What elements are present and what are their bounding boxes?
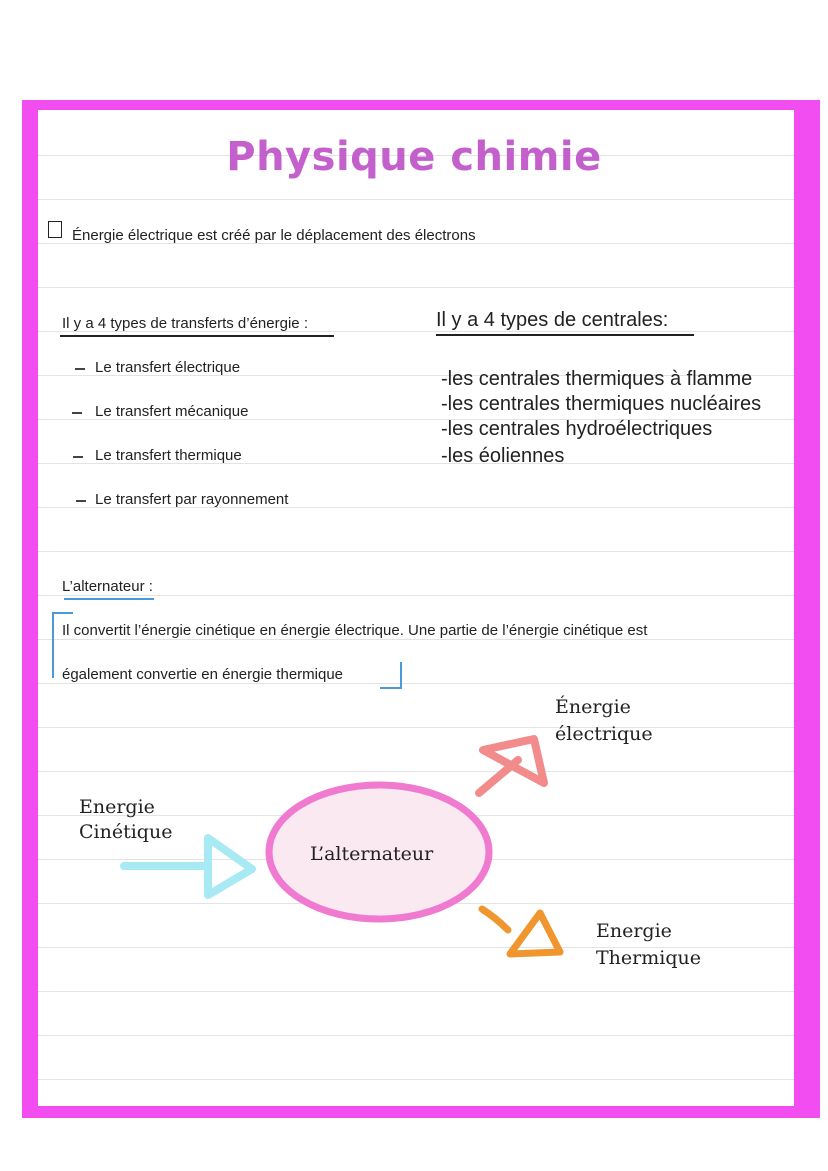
diagram-output-electric-label: Énergie bbox=[555, 696, 631, 718]
diagram-input-label: Energie bbox=[79, 796, 155, 818]
centrales-heading: Il y a 4 types de centrales: bbox=[436, 309, 669, 331]
diagram-input-label: Cinétique bbox=[79, 821, 173, 843]
diagram-output-electric-label: électrique bbox=[555, 723, 653, 745]
transfer-item: Le transfert thermique bbox=[95, 447, 242, 464]
transfers-heading: Il y a 4 types de transferts d’énergie : bbox=[62, 315, 308, 332]
page-title: Physique chimie bbox=[226, 134, 602, 180]
bracket-close-icon bbox=[380, 662, 401, 688]
centrale-item: -les centrales hydroélectriques bbox=[441, 418, 713, 440]
intro-text: Énergie électrique est créé par le déplacement des électrons bbox=[72, 227, 476, 244]
diagram-center-label: L’alternateur bbox=[310, 843, 434, 865]
centrale-item: -les centrales thermiques nucléaires bbox=[441, 393, 762, 415]
centrale-item: -les éoliennes bbox=[441, 445, 565, 467]
centrale-item: -les centrales thermiques à flamme bbox=[441, 368, 753, 390]
diagram-output-thermal-label: Thermique bbox=[596, 947, 701, 969]
diagram-output-thermal-label: Energie bbox=[596, 920, 672, 942]
alternateur-heading: L’alternateur : bbox=[62, 578, 153, 595]
thermal-arrow-head-icon bbox=[510, 913, 560, 954]
transfer-item: Le transfert électrique bbox=[95, 359, 241, 376]
input-arrow-head-icon bbox=[208, 838, 252, 895]
thermal-arrow-shaft bbox=[482, 909, 508, 930]
alternateur-line-2: également convertie en énergie thermique bbox=[62, 666, 344, 683]
alternateur-line-1: Il convertit l’énergie cinétique en énergie électrique. Une partie de l’énergie cinétique est bbox=[62, 622, 648, 639]
transfer-item: Le transfert mécanique bbox=[95, 403, 249, 420]
bracket-open-icon bbox=[53, 613, 73, 678]
transfer-item: Le transfert par rayonnement bbox=[95, 491, 289, 508]
